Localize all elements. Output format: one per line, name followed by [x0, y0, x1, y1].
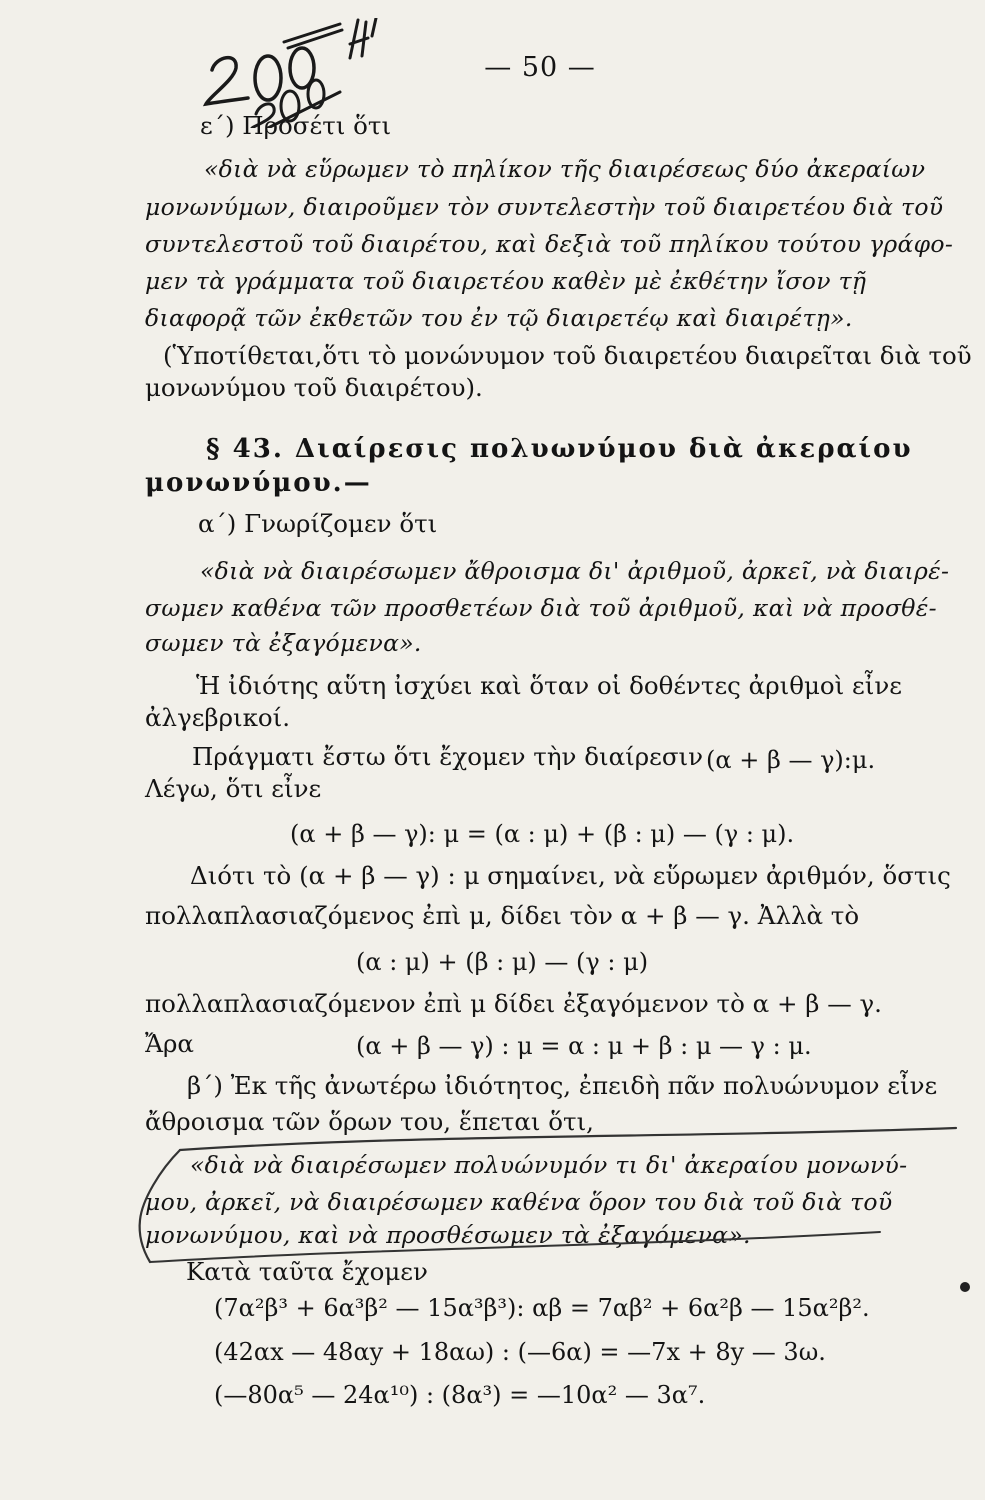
section-heading: § 43. Διαίρεσις πολυωνύμου διὰ ἀκεραίου [206, 434, 913, 464]
text-line: «διὰ νὰ διαιρέσωμεν πολυώνυμόν τι δι' ἀκεραίου μονωνύ- [190, 1151, 908, 1179]
text-line: β΄) Ἐκ τῆς ἀνωτέρω ἰδιότητος, ἐπειδὴ πᾶν πολυώνυμον εἶνε [187, 1071, 938, 1100]
text-line: μου, ἀρκεῖ, νὰ διαιρέσωμεν καθένα ὅρον του διὰ τοῦ διὰ τοῦ [145, 1188, 893, 1216]
text-line: πολλαπλασιαζόμενος ἐπὶ μ, δίδει τὸν α + β — γ. Ἀλλὰ τὸ [145, 901, 860, 930]
equation: (7α²β³ + 6α³β² — 15α³β³): αβ = 7αβ² + 6α²β — 15α²β². [214, 1294, 870, 1322]
text-line: Πράγματι ἔστω ὅτι ἔχομεν τὴν διαίρεσιν [192, 742, 704, 771]
text-line: ἀλγεβρικοί. [145, 703, 291, 732]
text-line: α΄) Γνωρίζομεν ὅτι [198, 509, 438, 538]
text-line: μονωνύμων, διαιροῦμεν τὸν συντελεστὴν τοῦ διαιρετέου διὰ τοῦ [145, 193, 944, 221]
text-line: μονωνύμου τοῦ διαιρέτου). [145, 373, 483, 402]
text-line: μονωνύμου, καὶ νὰ προσθέσωμεν τὰ ἐξαγόμενα». [145, 1221, 751, 1249]
text-line: Ἄρα [145, 1029, 194, 1058]
text-line: (Ὑποτίθεται,ὅτι τὸ μονώνυμον τοῦ διαιρετέου διαιρεῖται διὰ τοῦ [163, 341, 972, 370]
text-line: Ἡ ἰδιότης αὕτη ἰσχύει καὶ ὅταν οἱ δοθέντες ἀριθμοὶ εἶνε [196, 671, 902, 700]
pencil-bracket-mark [120, 1120, 960, 1270]
text-line: πολλαπλασιαζόμενον ἐπὶ μ δίδει ἐξαγόμενον τὸ α + β — γ. [145, 989, 882, 1018]
text-line: «διὰ νὰ διαιρέσωμεν ἄθροισμα δι' ἀριθμοῦ, ἀρκεῖ, νὰ διαιρέ- [200, 557, 950, 585]
text-line: σωμεν τὰ ἐξαγόμενα». [145, 629, 422, 657]
text-line: συντελεστοῦ τοῦ διαιρέτου, καὶ δεξιὰ τοῦ πηλίκου τούτου γράφο- [145, 230, 954, 258]
text-line: Διότι τὸ (α + β — γ) : μ σημαίνει, νὰ εὕρωμεν ἀριθμόν, ὅστις [190, 861, 951, 890]
equation: (—80α⁵ — 24α¹⁰) : (8α³) = —10α² — 3α⁷. [214, 1381, 706, 1409]
equation: (α : μ) + (β : μ) — (γ : μ) [356, 948, 649, 976]
page-number: — 50 — [484, 52, 596, 83]
text-line: Λέγω, ὅτι εἶνε [145, 774, 322, 803]
text-line: σωμεν καθένα τῶν προσθετέων διὰ τοῦ ἀριθμοῦ, καὶ νὰ προσθέ- [145, 594, 937, 622]
text-line: «διὰ νὰ εὕρωμεν τὸ πηλίκον τῆς διαιρέσεως δύο ἀκεραίων [204, 155, 926, 183]
equation: (α + β — γ):μ. [706, 746, 876, 774]
text-line: διαφορᾷ τῶν ἐκθετῶν του ἐν τῷ διαιρετέῳ καὶ διαιρέτῃ». [145, 304, 853, 332]
text-line: μεν τὰ γράμματα τοῦ διαιρετέου καθὲν μὲ ἐκθέτην ἴσον τῇ [145, 267, 867, 295]
equation: (42αx — 48αy + 18αω) : (—6α) = —7x + 8y — 3ω. [214, 1338, 826, 1366]
equation: (α + β — γ) : μ = α : μ + β : μ — γ : μ. [356, 1032, 812, 1060]
equation: (α + β — γ): μ = (α : μ) + (β : μ) — (γ : μ). [290, 820, 795, 848]
text-line: ἄθροισμα τῶν ὅρων του, ἕπεται ὅτι, [145, 1107, 594, 1136]
text-line: ε΄) Προσέτι ὅτι [200, 111, 392, 140]
text-line: Κατὰ ταῦτα ἔχομεν [186, 1257, 428, 1286]
section-heading: μονωνύμου.— [145, 468, 372, 498]
ink-spot [958, 1280, 972, 1294]
